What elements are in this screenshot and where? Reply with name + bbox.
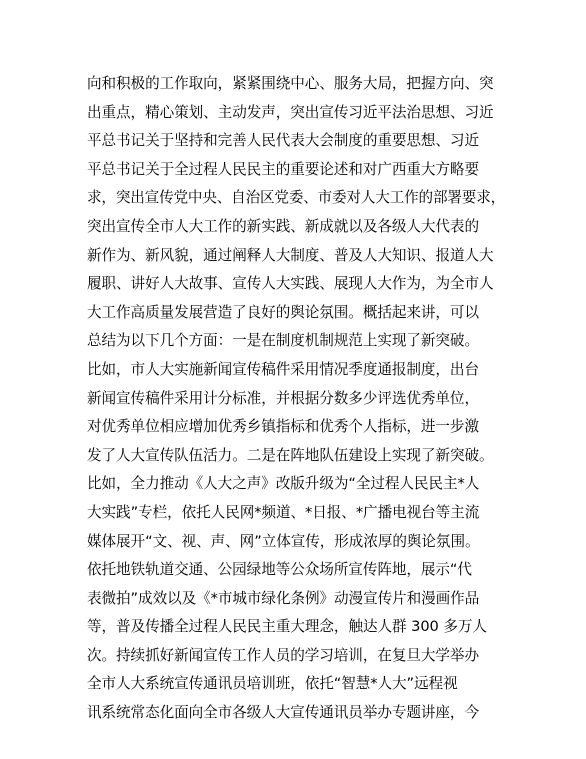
paragraph-line: 发了人大宣传队伍活力。二是在阵地队伍建设上实现了新突破。 <box>87 446 494 464</box>
body-paragraph <box>87 70 507 728</box>
paragraph-line: 对优秀单位相应增加优秀乡镇指标和优秀个人指标，进一步激 <box>87 418 479 436</box>
paragraph-line: 新闻宣传稿件采用计分标准，并根据分数多少评选优秀单位， <box>87 389 479 407</box>
paragraph-line: 平总书记关于坚持和完善人民代表大会制度的重要思想、习近 <box>87 132 479 150</box>
paragraph-line: 履职、讲好人大故事、宣传人大实践、展现人大作为，为全市人 <box>87 275 494 293</box>
paragraph-line: 出重点，精心策划、主动发声，突出宣传习近平法治思想、习近 <box>87 103 494 121</box>
paragraph-line: 次。持续抓好新闻宣传工作人员的学习培训，在复旦大学举办 <box>87 646 479 664</box>
paragraph-line: 大实践”专栏，依托人民网*频道、*日报、*广播电视台等主流 <box>87 503 480 521</box>
paragraph-line: 等，普及传播全过程人民民主重大理念，触达人群 300 多万人 <box>87 618 487 636</box>
paragraph-line: 比如，全力推动《人大之声》改版升级为“全过程人民民主*人 <box>87 475 480 493</box>
paragraph-line: 表微拍”成效以及《*市城市绿化条例》动漫宣传片和漫画作品 <box>87 589 480 607</box>
paragraph-line: 依托地铁轨道交通、公园绿地等公众场所宣传阵地，展示“代 <box>87 561 472 579</box>
paragraph-line: 突出宣传全市人大工作的新实践、新成就以及各级人大代表的 <box>87 217 479 235</box>
paragraph-line: 总结为以下几个方面：一是在制度机制规范上实现了新突破。 <box>87 332 479 350</box>
paragraph-line: 媒体展开“文、视、声、网”立体宣传，形成浓厚的舆论氛围。 <box>87 532 480 550</box>
paragraph-line: 新作为、新风貌，通过阐释人大制度、普及人大知识、报道人大 <box>87 246 494 264</box>
paragraph-line: 全市人大系统宣传通讯员培训班，依托“智慧*人大”远程视 <box>87 675 458 693</box>
paragraph-line: 平总书记关于全过程人民民主的重要论述和对广西重大方略要 <box>87 160 479 178</box>
paragraph-line: 大工作高质量发展营造了良好的舆论氛围。概括起来讲，可以 <box>87 303 479 321</box>
paragraph-line: 比如，市人大实施新闻宣传稿件采用情况季度通报制度，出台 <box>87 360 479 378</box>
paragraph-line: 向和积极的工作取向，紧紧围绕中心、服务大局，把握方向、突 <box>87 75 494 92</box>
paragraph-line: 讯系统常态化面向全市各级人大宣传通讯员举办专题讲座，今 <box>87 704 479 722</box>
paragraph-line: 求，突出宣传党中央、自治区党委、市委对人大工作的部署要求， <box>87 189 506 207</box>
